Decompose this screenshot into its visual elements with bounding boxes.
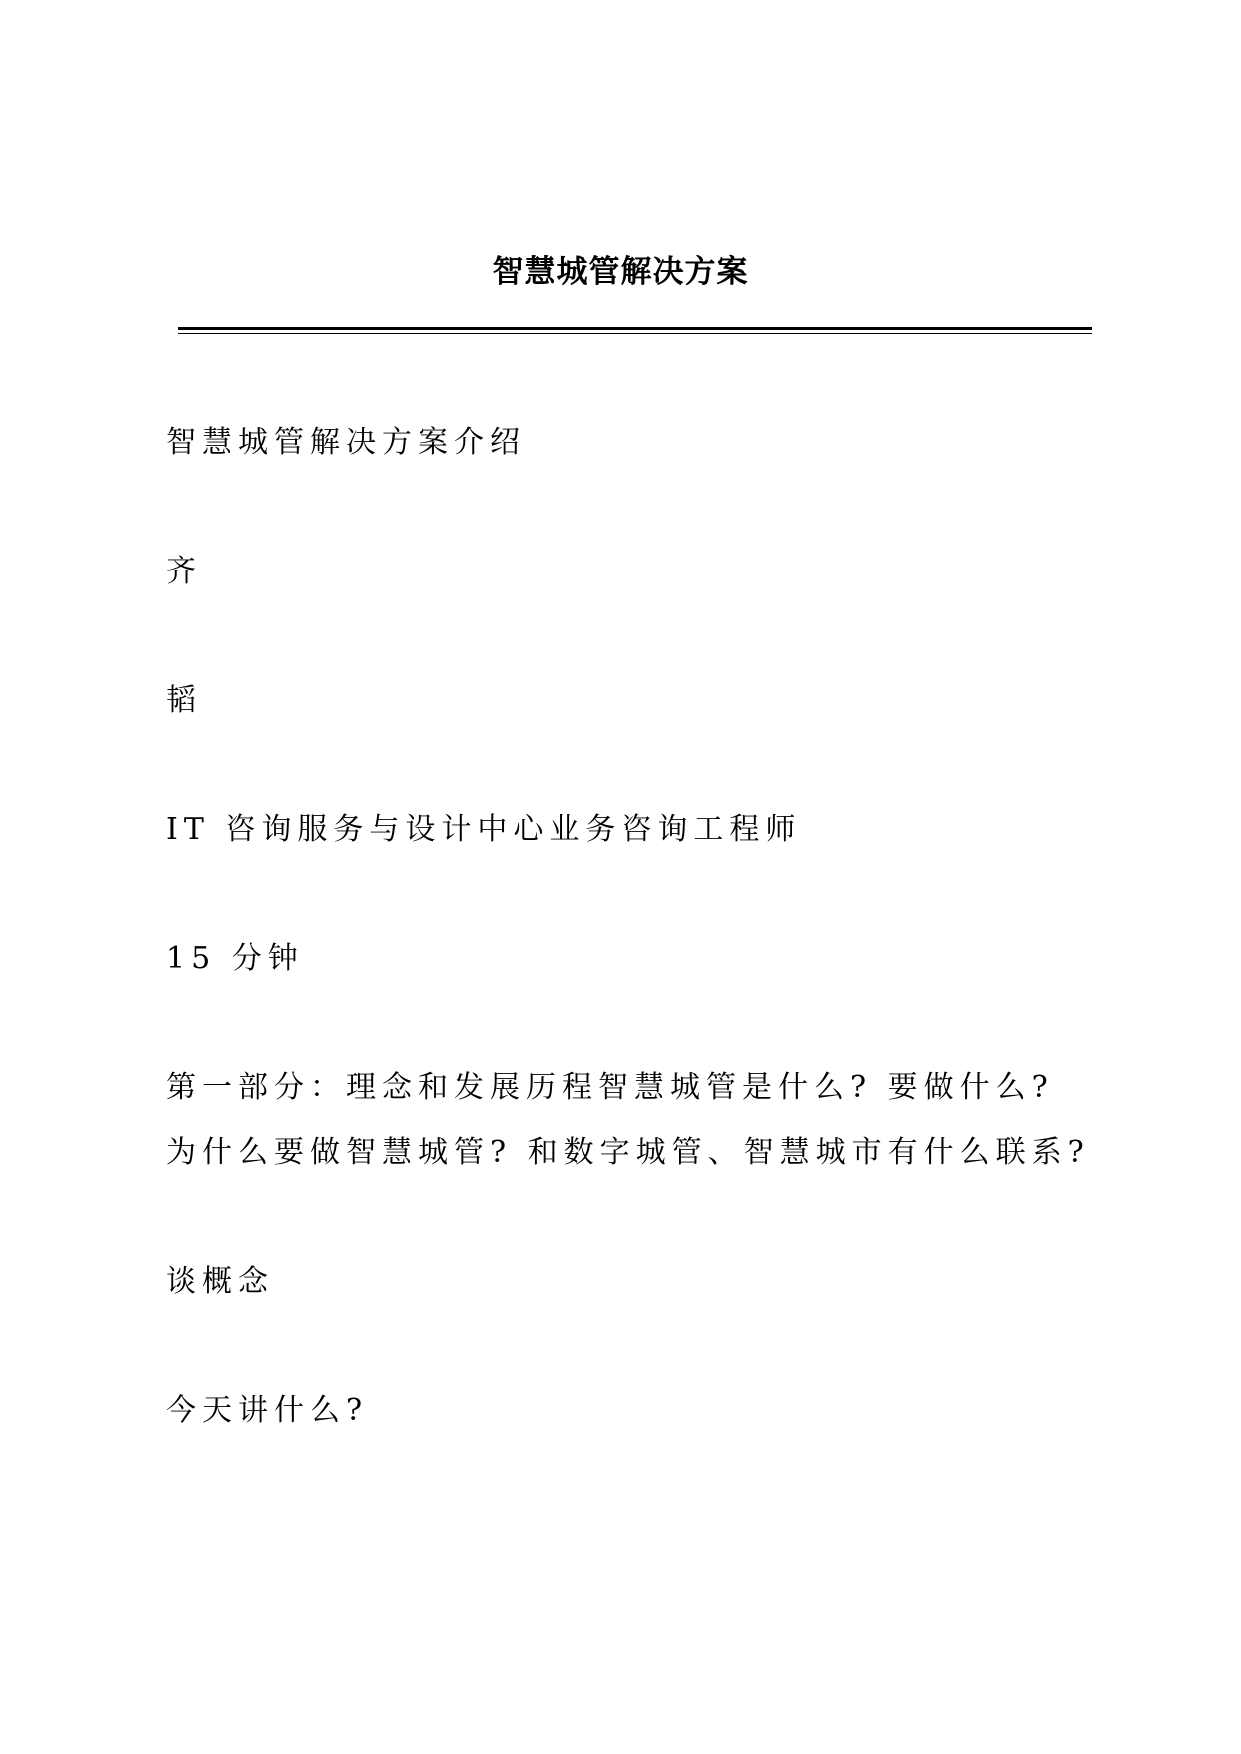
paragraph-author-role: IT 咨询服务与设计中心业务咨询工程师 — [166, 812, 802, 847]
paragraph-duration: 15 分钟 — [166, 941, 304, 976]
paragraph-author-surname: 齐 — [166, 554, 202, 589]
paragraph-author-name: 韬 — [166, 683, 202, 718]
paragraph-intro: 智慧城管解决方案介绍 — [166, 425, 526, 460]
paragraph-today: 今天讲什么? — [166, 1393, 369, 1428]
paragraph-part-one: 第一部分：理念和发展历程智慧城管是什么? 要做什么? 为什么要做智慧城管? 和数字城管、智慧城市有什么联系? — [166, 1070, 1090, 1170]
title-divider-thick — [178, 327, 1092, 330]
title-divider-thin — [178, 333, 1092, 334]
document-title: 智慧城管解决方案 — [492, 254, 749, 290]
paragraph-concept: 谈概念 — [166, 1264, 274, 1299]
